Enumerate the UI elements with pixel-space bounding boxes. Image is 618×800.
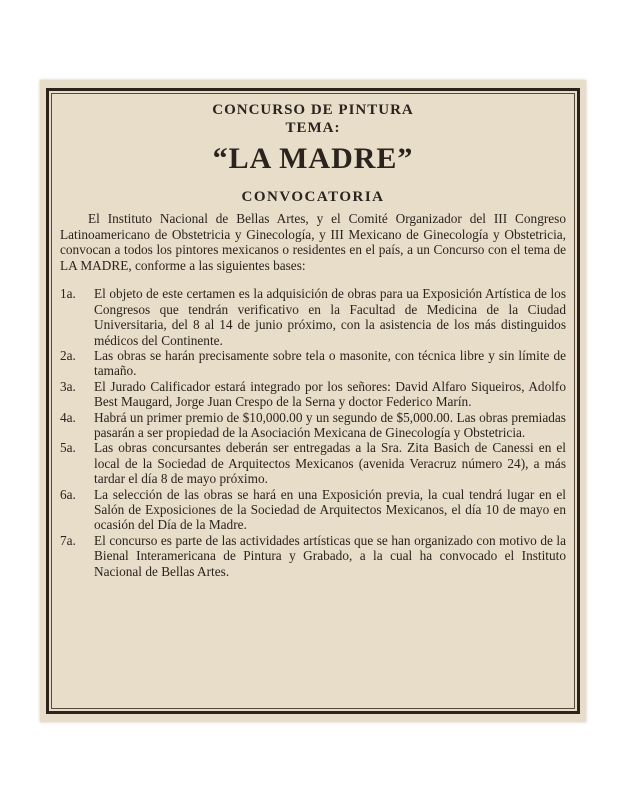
rule-number: 6a. bbox=[60, 486, 76, 502]
convocatoria-heading: CONVOCATORIA bbox=[241, 189, 385, 205]
rule-item bbox=[60, 286, 566, 348]
rule-item bbox=[60, 348, 566, 379]
theme-label: TEMA: bbox=[285, 120, 341, 136]
rule-item bbox=[60, 440, 566, 486]
rule-text: Las obras concursantes deberán ser entregadas a la Sra. Zita Basich de Canessi en el local de la Sociedad de Arquitectos Mexicanos (avenida Veracruz número 24), a más tardar el día 8 de mayo próximo. bbox=[94, 440, 566, 487]
intro-paragraph: El Instituto Nacional de Bellas Artes, y el Comité Organizador del III Congreso Latinoamericano de Obstetricia y Ginecología, y III Mexicano de Ginecología y Obstetricia, convocan a todos los pintores mexicanos o residentes en el país, a un Concurso con el tema de LA MADRE, conforme a las siguientes bases: bbox=[60, 211, 566, 273]
rule-number: 4a. bbox=[60, 409, 76, 425]
rule-number: 2a. bbox=[60, 348, 76, 363]
newspaper-clipping bbox=[40, 80, 586, 722]
rules-list bbox=[60, 286, 566, 579]
rule-number: 1a. bbox=[60, 286, 76, 302]
rule-item bbox=[60, 487, 566, 533]
rule-text: La selección de las obras se hará en una Exposición previa, la cual tendrá lugar en el Salón de Exposiciones de la Sociedad de Arquitectos Mexicanos, el día 10 de mayo en ocasión del Día de la Madre. bbox=[94, 486, 566, 533]
clipping-content bbox=[56, 96, 570, 579]
theme-title: “LA MADRE” bbox=[212, 142, 414, 175]
contest-title: CONCURSO DE PINTURA bbox=[212, 102, 414, 118]
rule-item bbox=[60, 533, 566, 579]
rule-number: 5a. bbox=[60, 440, 76, 456]
rule-item bbox=[60, 379, 566, 410]
rule-text: Habrá un primer premio de $10,000.00 y un segundo de $5,000.00. Las obras premiadas pasarán a ser propiedad de la Asociación Mexicana de Ginecología y Obstetricia. bbox=[94, 409, 566, 441]
rule-number: 3a. bbox=[60, 378, 76, 394]
rule-text: El concurso es parte de las actividades artísticas que se han organizado con motivo de la Bienal Interamericana de Pintura y Grabado, a la cual ha convocado el Instituto Nacional de Bellas Artes. bbox=[94, 532, 566, 579]
rule-number: 7a. bbox=[60, 532, 76, 548]
rule-text: Las obras se harán precisamente sobre tela o masonite, con técnica libre y sin límite de tamaño. bbox=[94, 348, 566, 379]
rule-text: El objeto de este certamen es la adquisición de obras para ua Exposición Artística de los Congresos que tendrán verificativo en la Facultad de Medicina de la Ciudad Universitaria, del 8 al 14 de junio próximo, con la asistencia de los más distinguidos médicos del Continente. bbox=[94, 286, 566, 348]
rule-text: El Jurado Calificador estará integrado por los señores: David Alfaro Siqueiros, Adolfo Best Maugard, Jorge Juan Crespo de la Serna y doctor Federico Marín. bbox=[94, 378, 566, 410]
rule-item bbox=[60, 410, 566, 441]
